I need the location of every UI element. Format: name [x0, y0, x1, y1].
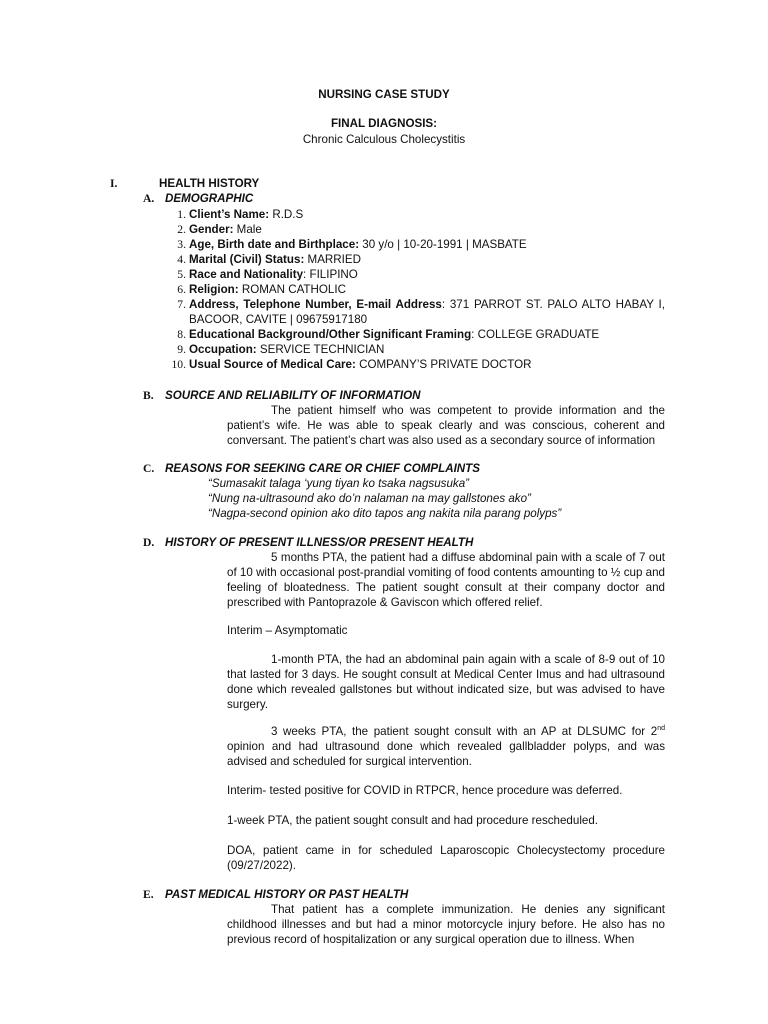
demographic-item	[189, 222, 262, 237]
paragraph: 1-week PTA, the patient sought consult and had procedure rescheduled.	[227, 814, 599, 827]
section-b-title: SOURCE AND RELIABILITY OF INFORMATION	[165, 389, 421, 402]
demographic-item	[189, 342, 384, 357]
demographic-item	[189, 207, 303, 222]
item-number: 8.	[177, 328, 186, 341]
demographic-item	[189, 252, 361, 267]
item-value: 30 y/o | 10-20-1991 | MASBATE	[359, 238, 527, 251]
paragraph-part: opinion and had ultrasound done which revealed gallbladder polyps, and was advised and scheduled for surgical intervention.	[227, 740, 665, 768]
item-number: 1.	[177, 208, 186, 221]
item-value: COMPANY’S PRIVATE DOCTOR	[355, 358, 532, 371]
item-label: Usual Source of Medical Care:	[189, 358, 356, 371]
item-label: Age, Birth date and Birthplace:	[189, 238, 360, 251]
section-d-paragraph-7	[227, 843, 665, 873]
section-a-letter: A.	[143, 192, 155, 205]
item-label: Marital (Civil) Status:	[189, 253, 305, 266]
item-number: 3.	[177, 238, 186, 251]
paragraph	[227, 724, 665, 769]
item-number: 7.	[177, 298, 186, 311]
paragraph: The patient himself who was competent to provide information and the patient’s wife. He was able to speak clearly and was conscious, coherent and conversant. The patient’s chart was also used as a secondary source of information	[227, 404, 665, 447]
paragraph: Interim – Asymptomatic	[227, 624, 348, 637]
section-a-title: DEMOGRAPHIC	[165, 192, 254, 205]
section-d-paragraph-6	[227, 813, 665, 828]
paragraph: 5 months PTA, the patient had a diffuse abdominal pain with a scale of 7 out of 10 with occasional post-prandial vomiting of food contents amounting to ½ cup and feeling of bloatedness. The patient sought consult at their company doctor and prescribed with Pantoprazole & Gaviscon which offered relief.	[227, 551, 665, 609]
item-label: Occupation:	[189, 343, 257, 356]
paragraph: 1-month PTA, the had an abdominal pain again with a scale of 8-9 out of 10 that lasted for 3 days. He sought consult at Medical Center Imus and had ultrasound done which revealed gallstones but without indicated size, but was advised to have surgery.	[227, 653, 665, 711]
item-label: Address, Telephone Number, E-mail Address	[189, 298, 442, 311]
item-label: Educational Background/Other Significant Framing	[189, 328, 472, 341]
item-value: Male	[233, 223, 262, 236]
item-number: 9.	[177, 343, 186, 356]
section-e-title: PAST MEDICAL HISTORY OR PAST HEALTH	[165, 888, 409, 901]
item-number: 4.	[177, 253, 186, 266]
section-d-letter: D.	[143, 536, 155, 549]
section-d-paragraph-5	[227, 783, 665, 798]
item-label: Race and Nationality	[189, 268, 304, 281]
section-c-title: REASONS FOR SEEKING CARE OR CHIEF COMPLAINTS	[165, 462, 480, 475]
paragraph: Interim- tested positive for COVID in RTPCR, hence procedure was deferred.	[227, 784, 623, 797]
section-e-letter: E.	[143, 888, 154, 901]
item-label: Religion:	[189, 283, 239, 296]
demographic-item	[189, 267, 358, 282]
item-value: : FILIPINO	[303, 268, 358, 281]
item-number: 5.	[177, 268, 186, 281]
item-value: : COLLEGE GRADUATE	[471, 328, 600, 341]
item-value: MARRIED	[304, 253, 361, 266]
demographic-item	[189, 282, 346, 297]
section-b-letter: B.	[143, 389, 154, 402]
document-title: NURSING CASE STUDY	[318, 88, 450, 101]
demographic-item	[189, 237, 527, 252]
item-value: SERVICE TECHNICIAN	[256, 343, 385, 356]
paragraph-part: 3 weeks PTA, the patient sought consult with an AP at DLSUMC for 2	[271, 725, 658, 738]
demographic-item	[189, 357, 532, 372]
item-value: : 371 PARROT ST. PALO ALTO HABAY I, BACOOR, CAVITE | 09675917180	[189, 298, 665, 326]
item-number: 10.	[171, 358, 186, 371]
item-label: Client’s Name:	[189, 208, 270, 221]
section-numeral: I.	[110, 177, 118, 190]
chief-complaint-quote: “Sumasakit talaga ‘yung tiyan ko tsaka nagsusuka”	[208, 477, 470, 490]
item-value: R.D.S	[269, 208, 304, 221]
section-d-paragraph-4	[227, 724, 665, 769]
chief-complaint-quote: “Nung na-ultrasound ako do’n nalaman na may gallstones ako”	[208, 492, 531, 505]
section-d-paragraph-1	[227, 550, 665, 610]
paragraph: That patient has a complete immunization. He denies any significant childhood illnesses and but had a minor motorcycle injury before. He also has no previous record of hospitalization or any surgical operation due to illness. When	[227, 903, 665, 946]
section-b-paragraph	[227, 403, 665, 448]
section-e-paragraph	[227, 902, 665, 947]
final-diagnosis-label: FINAL DIAGNOSIS:	[330, 117, 438, 130]
item-number: 2.	[177, 223, 186, 236]
paragraph: DOA, patient came in for scheduled Laparoscopic Cholecystectomy procedure (09/27/2022).	[227, 844, 665, 872]
demographic-item-address	[189, 297, 665, 327]
item-value: ROMAN CATHOLIC	[238, 283, 346, 296]
section-title-health-history: HEALTH HISTORY	[159, 177, 260, 190]
demographic-item	[189, 327, 599, 342]
ordinal-suffix: nd	[657, 725, 665, 733]
item-label: Gender:	[189, 223, 234, 236]
chief-complaint-quote: “Nagpa-second opinion ako dito tapos ang nakita nila parang polyps”	[208, 507, 562, 520]
section-d-title: HISTORY OF PRESENT ILLNESS/OR PRESENT HEALTH	[165, 536, 474, 549]
item-number: 6.	[177, 283, 186, 296]
section-d-paragraph-3	[227, 652, 665, 712]
section-d-paragraph-2	[227, 623, 665, 638]
final-diagnosis-value: Chronic Calculous Cholecystitis	[302, 133, 466, 146]
section-c-letter: C.	[143, 462, 155, 475]
